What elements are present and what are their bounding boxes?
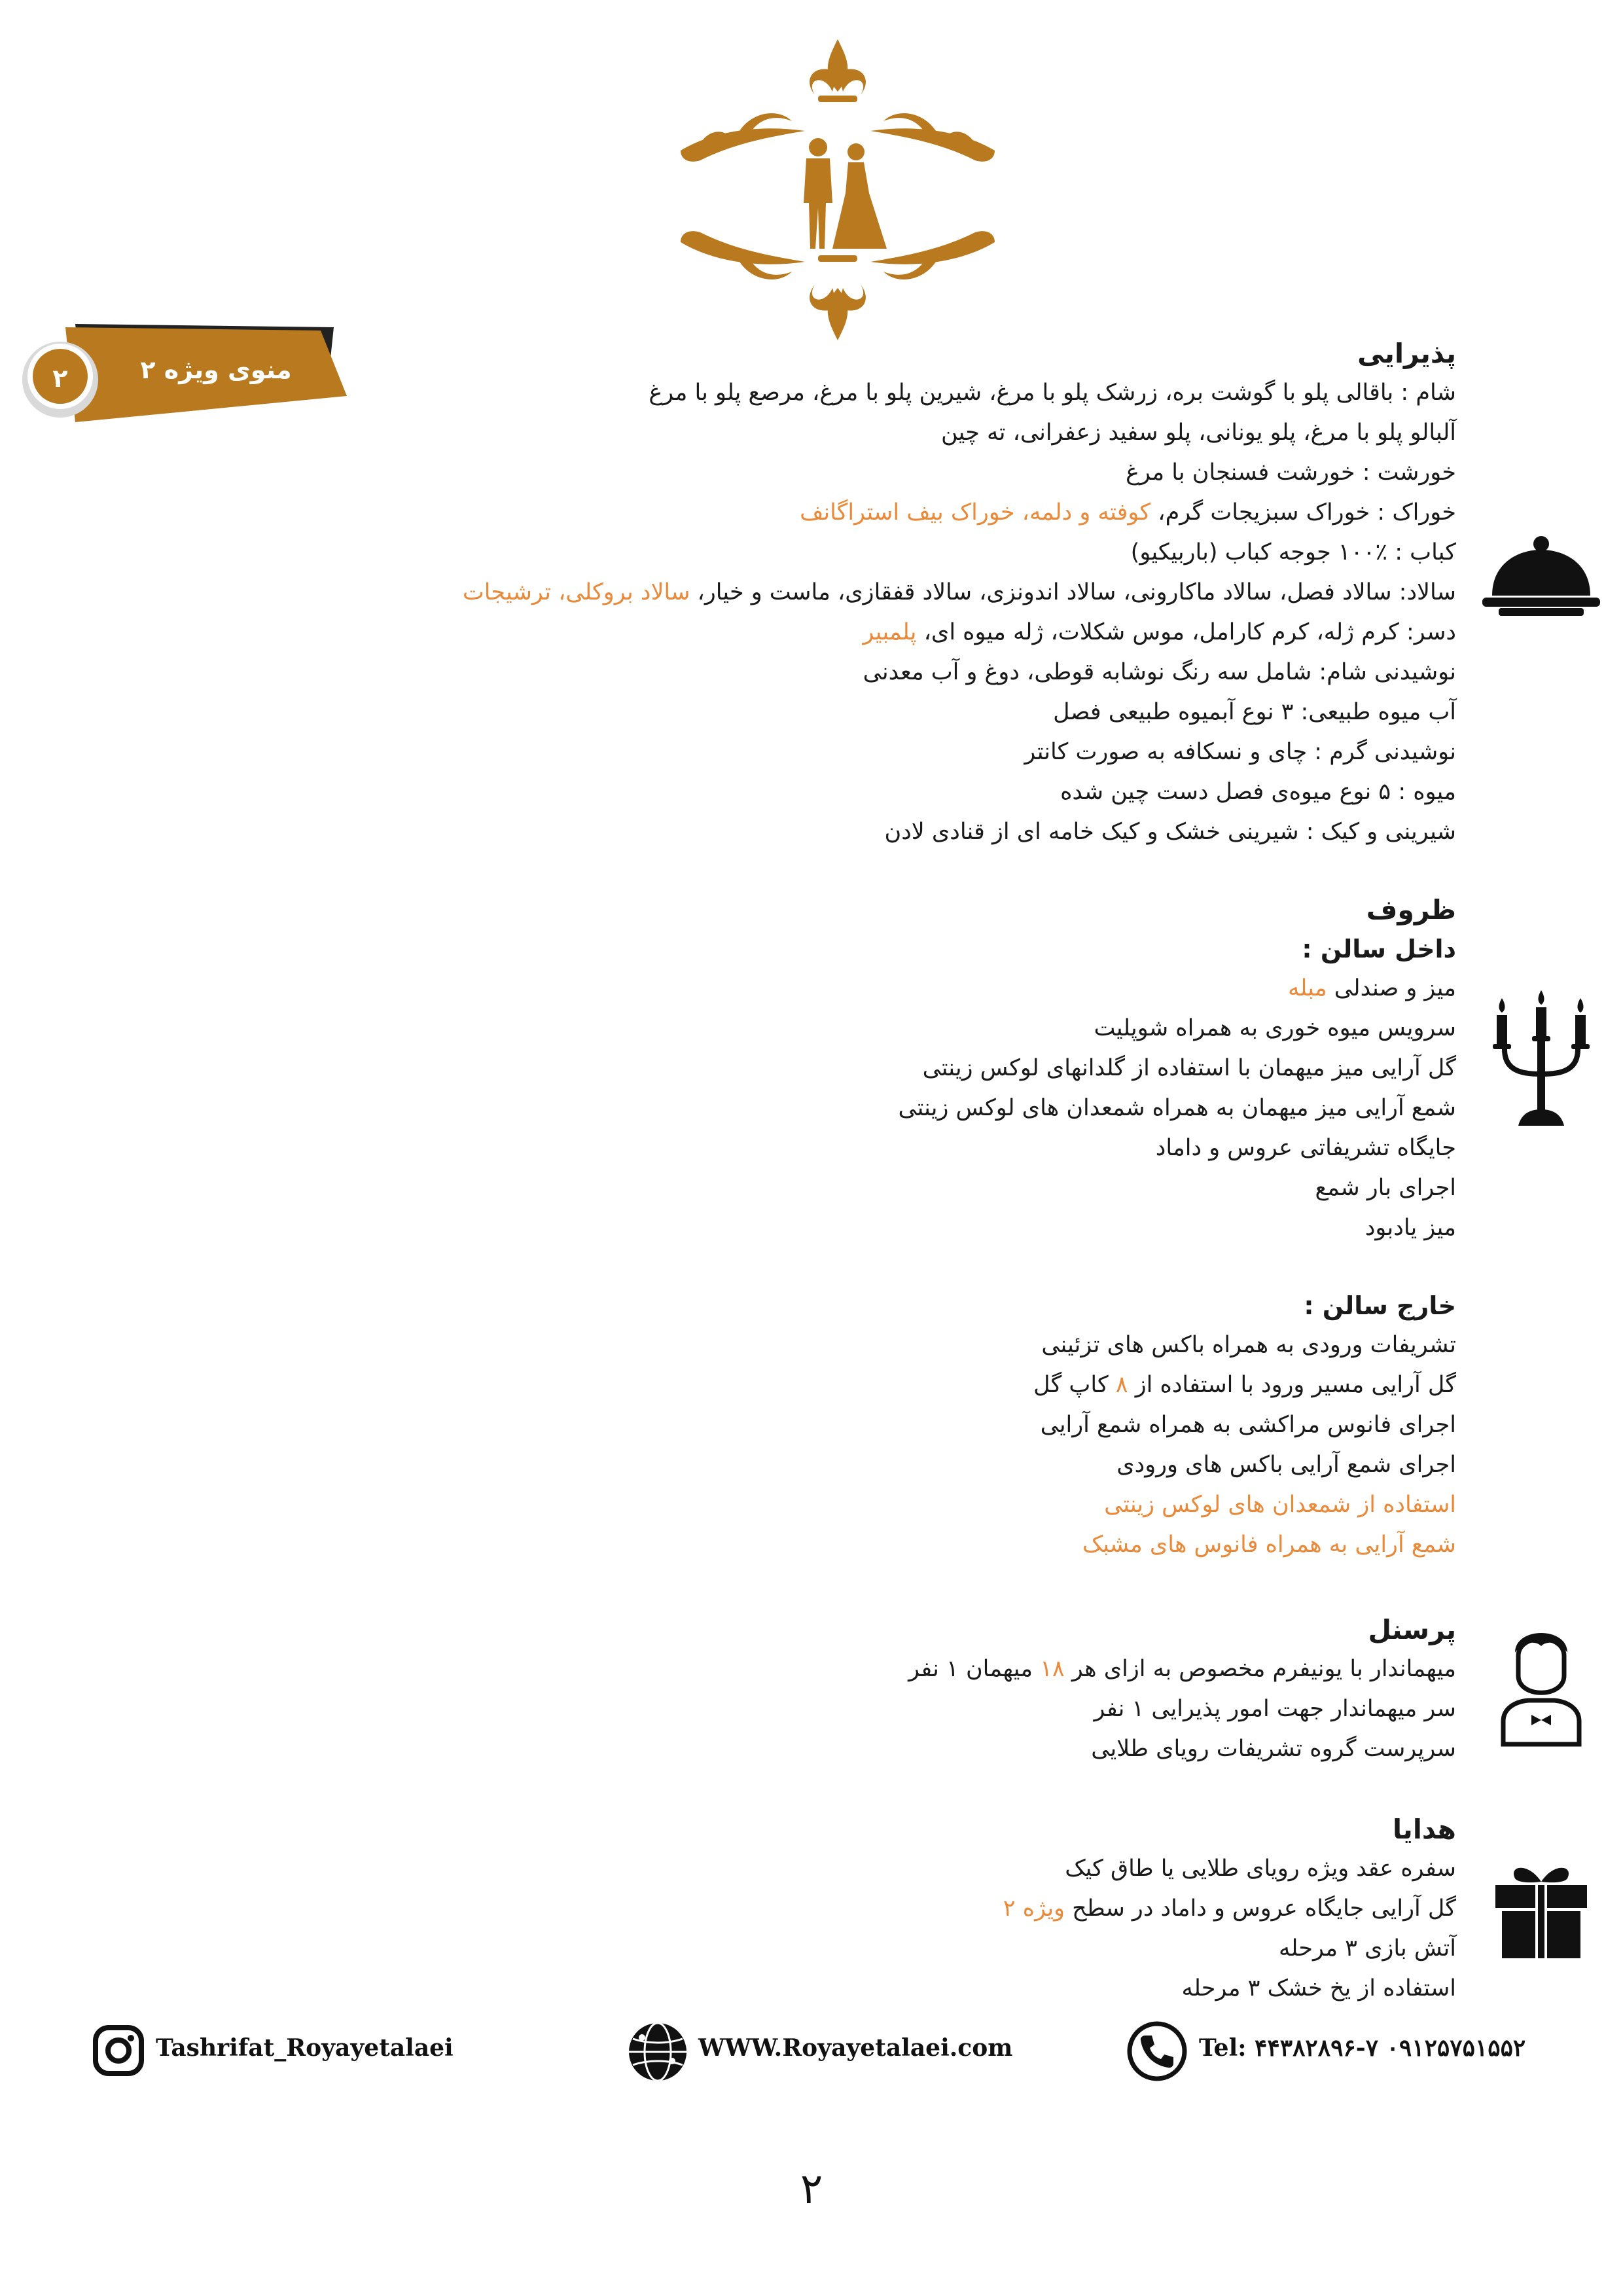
list-item bbox=[213, 453, 1456, 493]
line-text: خوراک : خوراک سبزیجات گرم، bbox=[1150, 499, 1456, 526]
candelabra-icon bbox=[1482, 985, 1600, 1129]
line-text: گل آرایی مسیر ورود با استفاده از bbox=[1128, 1372, 1456, 1398]
outside-hall-lines bbox=[213, 1325, 1456, 1565]
reception-heading: پذیرایی bbox=[1357, 338, 1456, 369]
list-item bbox=[213, 533, 1456, 573]
list-item bbox=[213, 373, 1456, 413]
website-contact[interactable] bbox=[625, 2016, 1013, 2081]
reception-section bbox=[213, 334, 1456, 852]
list-item bbox=[213, 1485, 1456, 1525]
line-text: میوه : ۵ نوع میوه‌ی فصل دست چین شده bbox=[1060, 779, 1456, 805]
globe-icon bbox=[625, 2019, 690, 2085]
highlighted-text: کوفته و دلمه، خوراک بیف استراگانف bbox=[800, 499, 1151, 526]
list-item bbox=[213, 613, 1456, 653]
list-item bbox=[213, 1049, 1456, 1088]
line-text: میهماندار با یونیفرم مخصوص به ازای هر bbox=[1064, 1656, 1456, 1682]
list-item bbox=[213, 969, 1456, 1009]
gifts-heading: هدایا bbox=[1393, 1814, 1456, 1845]
list-item bbox=[213, 1729, 1456, 1769]
list-item bbox=[213, 653, 1456, 692]
line-text: کباب : ٪۱۰۰ جوجه کباب (باربیکیو) bbox=[1130, 539, 1456, 565]
dishes-section bbox=[213, 890, 1456, 1248]
outside-hall-subheading: خارج سالن : bbox=[1304, 1291, 1456, 1320]
page-number: ۲ bbox=[800, 2165, 823, 2214]
line-text: گل آرایی جایگاه عروس و داماد در سطح bbox=[1065, 1895, 1456, 1922]
line-text: کاپ گل bbox=[1033, 1372, 1116, 1398]
highlighted-text: شمع آرایی به همراه فانوس های مشبک bbox=[1082, 1532, 1456, 1558]
line-text: تشریفات ورودی به همراه باکس های تزئینی bbox=[1041, 1332, 1456, 1358]
highlighted-text: مبله bbox=[1287, 975, 1327, 1001]
wedding-couple-ornament-icon bbox=[661, 33, 1014, 347]
gifts-section bbox=[213, 1810, 1456, 2009]
line-text: سر میهماندار جهت امور پذیرایی ۱ نفر bbox=[1094, 1696, 1456, 1722]
list-item bbox=[213, 732, 1456, 772]
line-text: میز یادبود bbox=[1364, 1215, 1456, 1241]
list-item bbox=[213, 1969, 1456, 2009]
line-text: اجرای شمع آرایی باکس های ورودی bbox=[1116, 1452, 1456, 1478]
outside-hall-section bbox=[213, 1286, 1456, 1565]
line-text: میهمان ۱ نفر bbox=[908, 1656, 1041, 1682]
list-item bbox=[213, 692, 1456, 732]
list-item bbox=[213, 1445, 1456, 1485]
line-text: استفاده از یخ خشک ۳ مرحله bbox=[1181, 1975, 1456, 2001]
staff-heading: پرسنل bbox=[1368, 1614, 1456, 1645]
list-item bbox=[213, 1849, 1456, 1889]
line-text: شام : باقالی پلو با گوشت بره، زرشک پلو با مرغ، شیرین پلو با مرغ، مرصع پلو با مرغ bbox=[649, 380, 1456, 406]
list-item bbox=[213, 573, 1456, 613]
dishes-heading: ظروف bbox=[1366, 894, 1456, 925]
highlighted-text: سالاد بروکلی، ترشیجات bbox=[462, 579, 690, 605]
list-item bbox=[213, 1009, 1456, 1049]
inside-hall-subheading: داخل سالن : bbox=[1302, 935, 1456, 963]
highlighted-text: ویژه ۲ bbox=[1003, 1895, 1065, 1922]
highlighted-text: استفاده از شمعدان های لوکس زینتی bbox=[1104, 1492, 1456, 1518]
line-text: گل آرایی میز میهمان با استفاده از گلدانهای لوکس زینتی bbox=[922, 1055, 1456, 1081]
line-text: دسر: کرم ژله، کرم کارامل، موس شکلات، ژله میوه ای، bbox=[916, 619, 1456, 645]
line-text: جایگاه تشریفاتی عروس و داماد bbox=[1155, 1135, 1456, 1161]
line-text: میز و صندلی bbox=[1327, 975, 1456, 1001]
line-text: نوشیدنی شام: شامل سه رنگ نوشابه قوطی، دوغ و آب معدنی bbox=[863, 659, 1456, 685]
badge-title: منوی ویژه ۲ bbox=[140, 355, 292, 384]
list-item bbox=[213, 1208, 1456, 1248]
highlighted-text: ۱۸ bbox=[1040, 1656, 1065, 1682]
inside-hall-lines bbox=[213, 969, 1456, 1248]
gift-icon bbox=[1492, 1862, 1590, 1960]
list-item bbox=[213, 1929, 1456, 1969]
list-item bbox=[213, 772, 1456, 812]
line-text: آتش بازی ۳ مرحله bbox=[1278, 1935, 1456, 1962]
line-text: سرپرست گروه تشریفات رویای طلایی bbox=[1091, 1736, 1456, 1762]
line-text: شیرینی و کیک : شیرینی خشک و کیک خامه ای از قنادی لادن bbox=[884, 819, 1456, 845]
list-item bbox=[213, 1649, 1456, 1689]
list-item bbox=[213, 1689, 1456, 1729]
line-text: اجرای فانوس مراکشی به همراه شمع آرایی bbox=[1040, 1412, 1456, 1438]
list-item bbox=[213, 1128, 1456, 1168]
badge-number: ۲ bbox=[52, 364, 68, 393]
list-item bbox=[213, 413, 1456, 453]
cloche-icon bbox=[1479, 533, 1603, 619]
instagram-icon bbox=[92, 2024, 145, 2077]
line-text: سفره عقد ویژه رویای طلایی یا طاق کیک bbox=[1065, 1856, 1456, 1882]
list-item bbox=[213, 1325, 1456, 1365]
instagram-handle[interactable]: Tashrifat_Royayetalaei bbox=[156, 2034, 454, 2062]
line-text: سالاد: سالاد فصل، سالاد ماکارونی، سالاد اندونزی، سالاد قفقازی، ماست و خیار، bbox=[690, 579, 1456, 605]
staff-lines bbox=[213, 1649, 1456, 1769]
waiter-icon bbox=[1495, 1617, 1587, 1748]
phone-contact[interactable] bbox=[1126, 2016, 1571, 2081]
list-item bbox=[213, 493, 1456, 533]
website-url[interactable]: WWW.Royayetalaei.com bbox=[698, 2034, 1013, 2062]
line-text: اجرای بار شمع bbox=[1315, 1175, 1456, 1201]
gifts-lines bbox=[213, 1849, 1456, 2009]
line-text: خورشت : خورشت فسنجان با مرغ bbox=[1126, 459, 1456, 486]
list-item bbox=[213, 1525, 1456, 1565]
list-item bbox=[213, 1405, 1456, 1445]
line-text: نوشیدنی گرم : چای و نسکافه به صورت کانتر bbox=[1024, 739, 1456, 765]
line-text: آلبالو پلو با مرغ، پلو یونانی، پلو سفید زعفرانی، ته چین bbox=[941, 420, 1456, 446]
list-item bbox=[213, 1889, 1456, 1929]
reception-lines bbox=[213, 373, 1456, 852]
list-item bbox=[213, 1168, 1456, 1208]
highlighted-text: پلمبیر bbox=[863, 619, 917, 645]
highlighted-text: ۸ bbox=[1115, 1372, 1128, 1398]
line-text: سرویس میوه خوری به همراه شوپلیت bbox=[1094, 1015, 1456, 1041]
line-text: شمع آرایی میز میهمان به همراه شمعدان های لوکس زینتی bbox=[898, 1095, 1456, 1121]
list-item bbox=[213, 1088, 1456, 1128]
list-item bbox=[213, 1365, 1456, 1405]
instagram-contact[interactable] bbox=[92, 2016, 454, 2081]
staff-section bbox=[213, 1610, 1456, 1769]
line-text: آب میوه طبیعی: ۳ نوع آبمیوه طبیعی فصل bbox=[1053, 699, 1456, 725]
list-item bbox=[213, 812, 1456, 852]
phone-numbers[interactable]: Tel: ۴۴۳۸۲۸۹۶-۷ ۰۹۱۲۵۷۵۱۵۵۲ bbox=[1199, 2034, 1526, 2062]
phone-icon bbox=[1126, 2020, 1188, 2083]
